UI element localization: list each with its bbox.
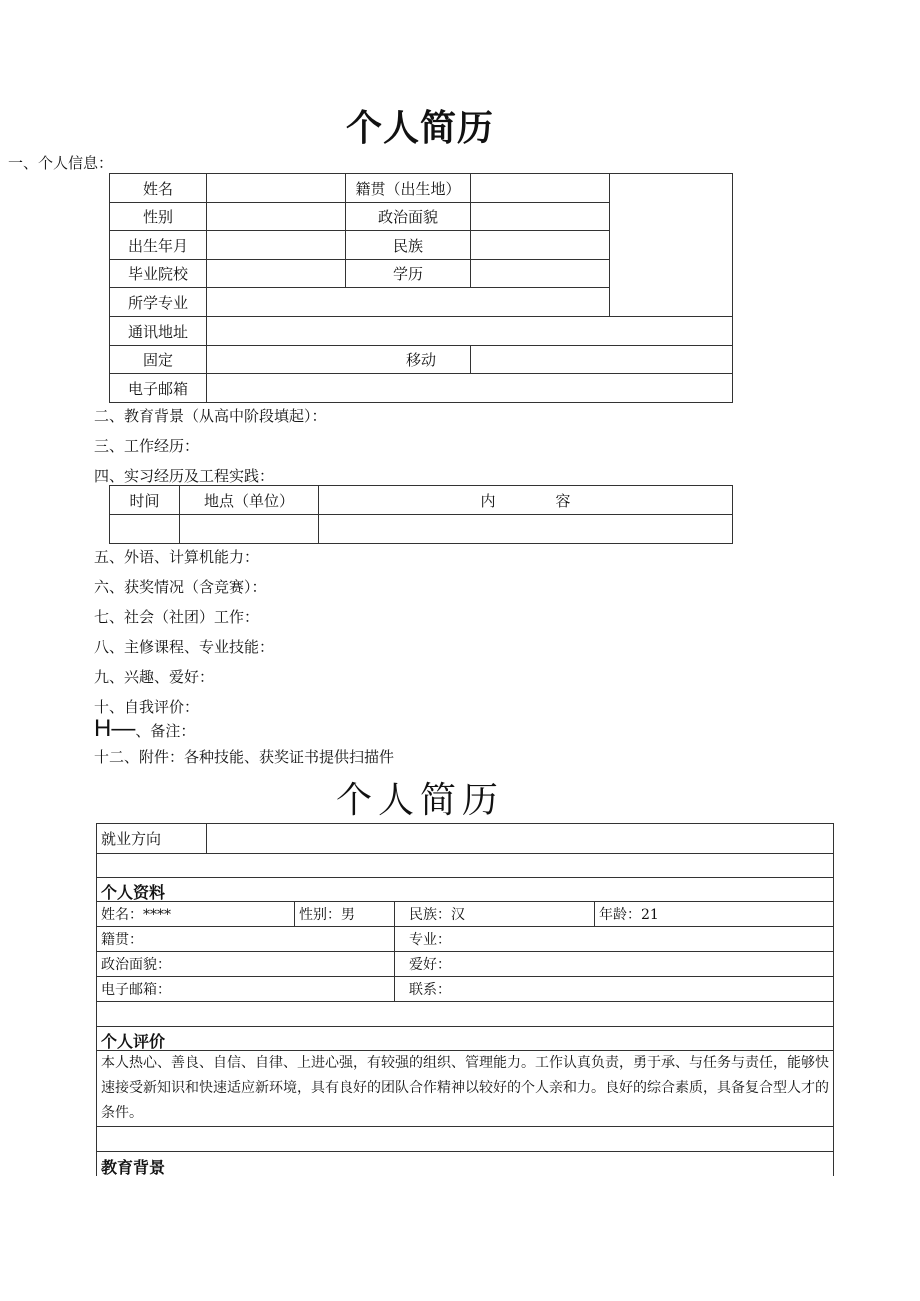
label-mobile: 移动	[207, 346, 471, 374]
section-personal-info: 一、个人信息：	[8, 154, 114, 172]
label-name: 姓名	[110, 174, 207, 203]
section-remarks	[94, 717, 195, 741]
page-title: 个人简历	[345, 107, 494, 149]
cell-content[interactable]	[319, 515, 733, 544]
label-native-place: 籍贯（出生地）	[346, 174, 471, 203]
col-content: 内 容	[319, 486, 733, 515]
label-degree: 学历	[346, 260, 471, 288]
label-fixed-phone: 固定	[110, 346, 207, 374]
profile-major: 专业：	[395, 927, 834, 952]
label-gender: 性别	[110, 203, 207, 231]
field-political-status[interactable]	[471, 203, 610, 231]
field-address[interactable]	[207, 317, 733, 346]
col-time: 时间	[110, 486, 180, 515]
blank-row	[97, 1002, 834, 1027]
profile-gender: 性别：男	[295, 902, 395, 927]
profile-political-status: 政治面貌：	[97, 952, 395, 977]
label-email: 电子邮箱	[110, 374, 207, 403]
cell-place[interactable]	[180, 515, 319, 544]
section-attachments: 十二、附件：各种技能、获奖证书提供扫描件	[94, 748, 395, 766]
label-political-status: 政治面貌	[346, 203, 471, 231]
profile-age: 年龄：21	[595, 902, 834, 927]
cell-time[interactable]	[110, 515, 180, 544]
label-job-direction: 就业方向	[97, 824, 207, 854]
section-social-work: 七、社会（社团）工作：	[94, 608, 260, 626]
section-courses: 八、主修课程、专业技能：	[94, 638, 275, 656]
field-name[interactable]	[207, 174, 346, 203]
profile-hobby: 爱好：	[395, 952, 834, 977]
field-mobile[interactable]	[471, 346, 733, 374]
resume-table	[96, 823, 834, 1176]
section-skills: 五、外语、计算机能力：	[94, 548, 260, 566]
field-school[interactable]	[207, 260, 346, 288]
col-place: 地点（单位）	[180, 486, 319, 515]
field-ethnicity[interactable]	[471, 231, 610, 260]
profile-ethnicity: 民族：汉	[395, 902, 595, 927]
section-work: 三、工作经历：	[94, 437, 200, 455]
blank-row	[97, 1127, 834, 1152]
profile-contact: 联系：	[395, 977, 834, 1002]
internship-table	[109, 485, 733, 544]
header-education: 教育背景	[97, 1152, 834, 1176]
header-self-evaluation: 个人评价	[97, 1027, 834, 1051]
label-school: 毕业院校	[110, 260, 207, 288]
label-major: 所学专业	[110, 288, 207, 317]
section-awards: 六、获奖情况（含竞赛）：	[94, 578, 267, 596]
personal-info-table	[109, 173, 733, 403]
profile-email: 电子邮箱：	[97, 977, 395, 1002]
blank-row	[97, 854, 834, 878]
section-hobbies: 九、兴趣、爱好：	[94, 668, 215, 686]
remarks-number-glyph: H—	[94, 715, 136, 742]
resume-title: 个人简历	[335, 780, 504, 821]
label-birth-date: 出生年月	[110, 231, 207, 260]
section-internship: 四、实习经历及工程实践：	[94, 467, 275, 485]
field-email[interactable]	[207, 374, 733, 403]
field-gender[interactable]	[207, 203, 346, 231]
header-profile: 个人资料	[97, 878, 834, 902]
field-major[interactable]	[207, 288, 610, 317]
photo-box	[610, 174, 733, 317]
section-education: 二、教育背景（从高中阶段填起）：	[94, 407, 327, 425]
field-degree[interactable]	[471, 260, 610, 288]
profile-native-place: 籍贯：	[97, 927, 395, 952]
section-self-evaluation: 十、自我评价：	[94, 698, 200, 716]
self-evaluation-text: 本人热心、善良、自信、自律、上进心强，有较强的组织、管理能力。工作认真负责，勇于承、与任务与责任，能够快速接受新知识和快速适应新环境，具有良好的团队合作精神以较好的个人亲和力。良好的综合素质，具备复合型人才的条件。	[97, 1051, 834, 1127]
profile-name: 姓名：****	[97, 902, 295, 927]
label-ethnicity: 民族	[346, 231, 471, 260]
label-address: 通讯地址	[110, 317, 207, 346]
field-job-direction[interactable]	[207, 824, 834, 854]
field-birth-date[interactable]	[207, 231, 346, 260]
field-native-place[interactable]	[471, 174, 610, 203]
remarks-label: 、备注：	[135, 722, 196, 740]
